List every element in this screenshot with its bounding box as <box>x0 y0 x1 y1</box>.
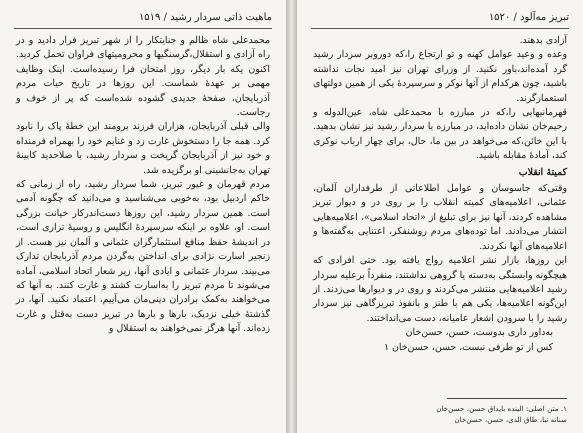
book-gutter <box>286 0 297 433</box>
footnote-line: ۱. متن اصلی: الینده بایداق حسن، حسن‌خان <box>436 404 567 413</box>
left-body-text <box>16 34 270 337</box>
left-page <box>0 0 286 433</box>
right-header-rule <box>311 28 569 29</box>
right-page <box>297 0 583 433</box>
right-body-text <box>313 34 567 355</box>
paragraph: مردم قهرمان و غیور تبریز، شما سردار رشید، راه از زمانی که حاکم اردبیل بود، به‌خوبی می‌شناسید و می‌دانید که چگونه آدمی است. همین سردار رشید، این روزها دست‌اندرکار خیانت بزرگی است. او، علاوه بر اینکه سرسپردهٔ انگلیس و روسیهٔ تزاری است، در اندیشهٔ حفظ منافع استثمارگران عثمانی و آلمان نیز هست. از زنجیر اسارت نژادی برای انداختن به‌گردن مردم آذربایجان تدارک می‌بیند. سردار عثمانی و ایادی آنها، زیر شعار اتحاد اسلامی، آماده می‌شوند تا مردم تبریز را به‌اسارت کشند و غارت کنند. به آنها که می‌خواهند به‌کمک برادران دینی‌مان می‌آییم، اعتماد نکنید. آنها، در گذشتهٔ خیلی نزدیک، بارها و بارها در تبریز دست به‌قتل و غارت زده‌اند. آنها هرگز نمی‌خواهند به استقلال و <box>16 179 270 335</box>
paragraph: قهرمانیهایی را،که در مبارزه با محمدعلی شاه، عین‌الدوله و رحیم‌خان نشان داده‌اید، در مبارزه با سردار رشید نیز نشان بدهید. با این خائن،که می‌خواهد در بین ما، حال، برای چهار ارباب نوکری کند، آمادهٔ مقابله باشید. <box>313 107 567 162</box>
right-page-header <box>311 9 569 25</box>
paragraph: محمدعلی شاه ظالم و جنایتکار را از شهر تبریز فرار دادید و در راه آزادی و استقلال،گرسنگیها و محرومیتهای فراوان تحمل کردید. اکنون یکه بار دیگر، روز امتحان فرا رسیده‌است. اینک وظایف مهمی بر عهدهٔ شماست. این روزها در تاریخ حیات مردم آذربایجان، صفحهٔ جدیدی گشوده شده‌است که پر از خوف و رجاست. <box>16 35 270 119</box>
right-running-head: تبریز مه‌آلود / ۱۵۲۰ <box>488 11 569 23</box>
right-page-number: ۱۵۲۰ <box>488 11 511 23</box>
poem-line: کس از تو طرفی نبست، حسن، حسن‌خان ۱ <box>383 341 553 353</box>
footnote-rule <box>447 398 567 399</box>
footnote <box>313 403 567 425</box>
paragraph: وقتی‌که جاسوسان و عوامل اطلاعاتی از طرفداران آلمان، عثمانی، اعلامیه‌های کمیته انقلاب را بر روی در و دیوار تبریز مشاهده کردند، آنها نیز برای تبلیغ از «اتحاد اسلامی»، اعلامیه‌هایی انتشار می‌دادند. اما توده‌های مردم روشنفکر، اعتنایی به‌گفته‌ها و اعلامیه‌های آنها نکردند. <box>313 183 567 252</box>
footnote-line: سنانه تبا، طاق الدی، حسن، حسن‌خان <box>454 415 567 424</box>
left-page-header <box>14 9 272 25</box>
section-heading: کمیتهٔ انقلاب <box>518 166 567 178</box>
left-running-head: ماهیت ذاتی سردار رشید / ۱۵۱۹ <box>138 11 272 23</box>
paragraph: والی قبلی آذربایجان، هزاران فرزند برومند این خطهٔ پاک را نابود کرد. همه جا را دستخوش غارت زد و غنایم خود را بهمراه فرمنداه و خود نیز از آذربایجان گریخت و سردار رشید، با صلاحدید کابینهٔ تهران به‌جانشینی او برگزیده شد. <box>16 121 270 176</box>
paragraph: آزادی بدهند. <box>519 35 567 46</box>
paragraph: وعده و وعید عوامل کهنه و تو ارتجاع را،که دوروبر سردار رشید گرد آمده‌اند،باور نکنید. از وزرای تهران نیز امید نجات نداشته باشید، چون هرکدام از آنها نوکر و سرسپردهٔ یکی از همین دولتهای استعمارگرند. <box>313 49 567 104</box>
left-header-rule <box>14 28 272 29</box>
left-page-number: ۱۵۱۹ <box>138 11 161 23</box>
paragraph: این روزها، بازار نشر اعلامیه رواج یافته بود. حتی افرادی که هیچگونه وابستگی به‌دسته یا گروهی نداشتند، منفرداً برعلیه سردار رشید اعلامیه‌هایی منتشر می‌کردند و روی در و دیوارها می‌زدند. از این‌گونه اعلامیه‌ها، یکی هم با طنز و بانفوذ تبریزگاهی نیز سردار رشید را با سرودن اشعار عامیانه، دست می‌انداختند. <box>313 255 567 324</box>
poem-line: به‌داور داری بدوست، حسن، حسن‌خان <box>405 327 553 339</box>
